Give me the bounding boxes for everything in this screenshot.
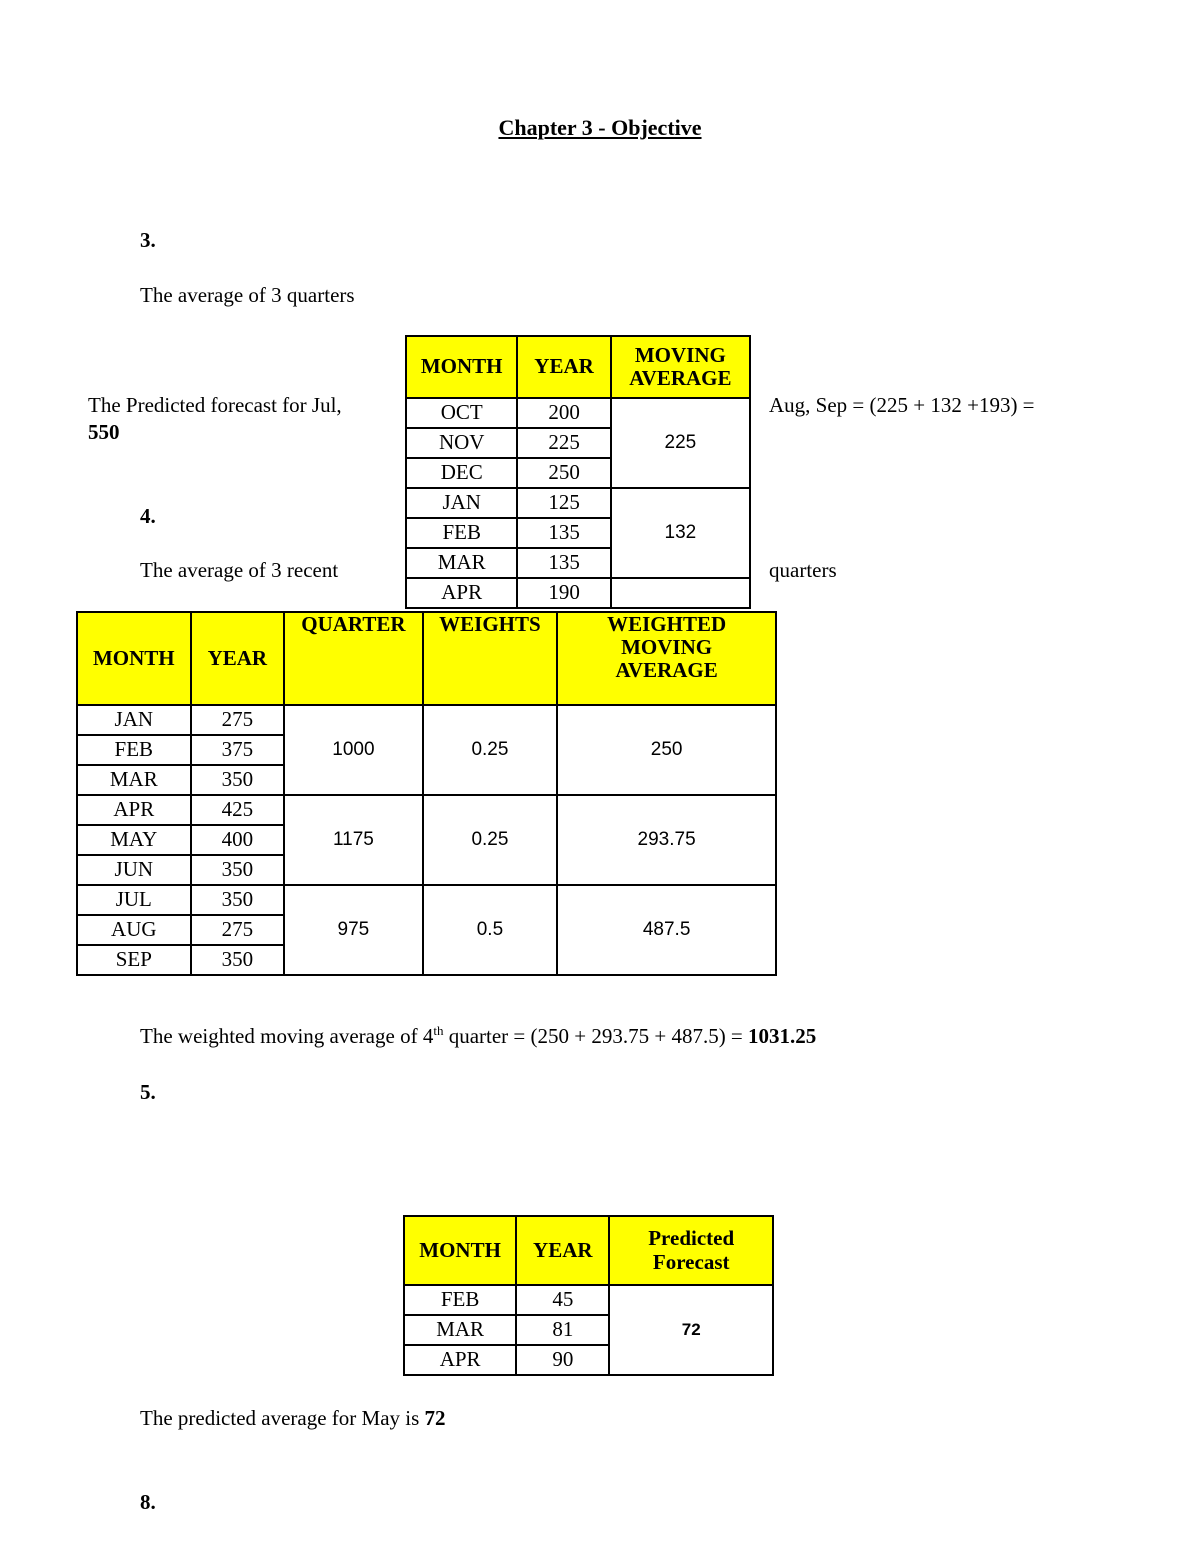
month-cell: NOV bbox=[406, 428, 517, 458]
question-4-intro-end: quarters bbox=[769, 558, 837, 582]
header-quarter: QUARTER bbox=[284, 612, 423, 705]
year-cell: 225 bbox=[517, 428, 610, 458]
month-cell: JAN bbox=[406, 488, 517, 518]
year-cell: 375 bbox=[191, 735, 285, 765]
year-cell: 135 bbox=[517, 518, 610, 548]
year-cell: 45 bbox=[516, 1285, 609, 1315]
question-5-result bbox=[140, 1406, 446, 1431]
table-row bbox=[406, 578, 750, 608]
year-cell: 81 bbox=[516, 1315, 609, 1345]
weighted-moving-average-table bbox=[76, 611, 777, 976]
wma-cell: 250 bbox=[557, 705, 776, 795]
quarter-cell: 975 bbox=[284, 885, 423, 975]
header-year: YEAR bbox=[191, 612, 285, 705]
year-cell: 200 bbox=[517, 398, 610, 428]
empty-cell bbox=[611, 578, 750, 608]
year-cell: 190 bbox=[517, 578, 610, 608]
result-value: 72 bbox=[424, 1406, 446, 1430]
month-cell: APR bbox=[406, 578, 517, 608]
month-cell: OCT bbox=[406, 398, 517, 428]
header-weights: WEIGHTS bbox=[423, 612, 558, 705]
moving-average-cell: 132 bbox=[611, 488, 750, 578]
header-moving-average: MOVING AVERAGE bbox=[611, 336, 750, 398]
question-3-forecast-value: 550 bbox=[88, 420, 120, 444]
predicted-forecast-table bbox=[403, 1215, 774, 1376]
header-weighted-moving-average: WEIGHTED MOVING AVERAGE bbox=[557, 612, 776, 705]
month-cell: FEB bbox=[404, 1285, 516, 1315]
question-4-number: 4. bbox=[140, 504, 156, 528]
year-cell: 350 bbox=[191, 885, 285, 915]
year-cell: 125 bbox=[517, 488, 610, 518]
month-cell: SEP bbox=[77, 945, 191, 975]
header-month: MONTH bbox=[406, 336, 517, 398]
question-3-forecast-formula: Aug, Sep = (225 + 132 +193) = bbox=[769, 393, 1035, 417]
wma-cell: 487.5 bbox=[557, 885, 776, 975]
year-cell: 250 bbox=[517, 458, 610, 488]
weight-cell: 0.25 bbox=[423, 795, 558, 885]
month-cell: APR bbox=[77, 795, 191, 825]
header-year: YEAR bbox=[516, 1216, 609, 1285]
quarter-cell: 1175 bbox=[284, 795, 423, 885]
month-cell: MAY bbox=[77, 825, 191, 855]
month-cell: APR bbox=[404, 1345, 516, 1375]
page-title: Chapter 3 - Objective bbox=[498, 115, 702, 140]
forecast-cell: 72 bbox=[609, 1285, 773, 1375]
year-cell: 350 bbox=[191, 765, 285, 795]
table-row bbox=[406, 398, 750, 428]
header-predicted-forecast: Predicted Forecast bbox=[609, 1216, 773, 1285]
month-cell: JAN bbox=[77, 705, 191, 735]
month-cell: AUG bbox=[77, 915, 191, 945]
result-formula: quarter = (250 + 293.75 + 487.5) = bbox=[443, 1024, 749, 1048]
year-cell: 350 bbox=[191, 855, 285, 885]
month-cell: MAR bbox=[404, 1315, 516, 1345]
month-cell: JUL bbox=[77, 885, 191, 915]
year-cell: 350 bbox=[191, 945, 285, 975]
month-cell: DEC bbox=[406, 458, 517, 488]
year-cell: 90 bbox=[516, 1345, 609, 1375]
moving-average-cell: 225 bbox=[611, 398, 750, 488]
question-8-number: 8. bbox=[140, 1490, 156, 1514]
weight-cell: 0.25 bbox=[423, 705, 558, 795]
table-row bbox=[404, 1285, 773, 1315]
table-row bbox=[77, 705, 776, 735]
question-3-forecast-text: The Predicted forecast for Jul, bbox=[88, 393, 342, 417]
header-month: MONTH bbox=[404, 1216, 516, 1285]
header-year: YEAR bbox=[517, 336, 610, 398]
year-cell: 135 bbox=[517, 548, 610, 578]
result-text: The weighted moving average of 4 bbox=[140, 1024, 434, 1048]
month-cell: FEB bbox=[77, 735, 191, 765]
moving-average-table bbox=[405, 335, 751, 609]
question-5-number: 5. bbox=[140, 1080, 156, 1104]
weight-cell: 0.5 bbox=[423, 885, 558, 975]
question-3-intro: The average of 3 quarters bbox=[140, 283, 355, 307]
month-cell: FEB bbox=[406, 518, 517, 548]
table-row bbox=[77, 795, 776, 825]
quarter-cell: 1000 bbox=[284, 705, 423, 795]
month-cell: MAR bbox=[406, 548, 517, 578]
year-cell: 275 bbox=[191, 915, 285, 945]
table-row bbox=[406, 488, 750, 518]
year-cell: 400 bbox=[191, 825, 285, 855]
result-value: 1031.25 bbox=[748, 1024, 817, 1048]
month-cell: JUN bbox=[77, 855, 191, 885]
year-cell: 425 bbox=[191, 795, 285, 825]
wma-cell: 293.75 bbox=[557, 795, 776, 885]
month-cell: MAR bbox=[77, 765, 191, 795]
question-4-result bbox=[140, 1024, 816, 1049]
year-cell: 275 bbox=[191, 705, 285, 735]
result-text: The predicted average for May is bbox=[140, 1406, 425, 1430]
ordinal-suffix: th bbox=[433, 1023, 444, 1038]
question-3-number: 3. bbox=[140, 228, 156, 252]
question-4-intro: The average of 3 recent bbox=[140, 558, 339, 582]
table-row bbox=[77, 885, 776, 915]
header-month: MONTH bbox=[77, 612, 191, 705]
